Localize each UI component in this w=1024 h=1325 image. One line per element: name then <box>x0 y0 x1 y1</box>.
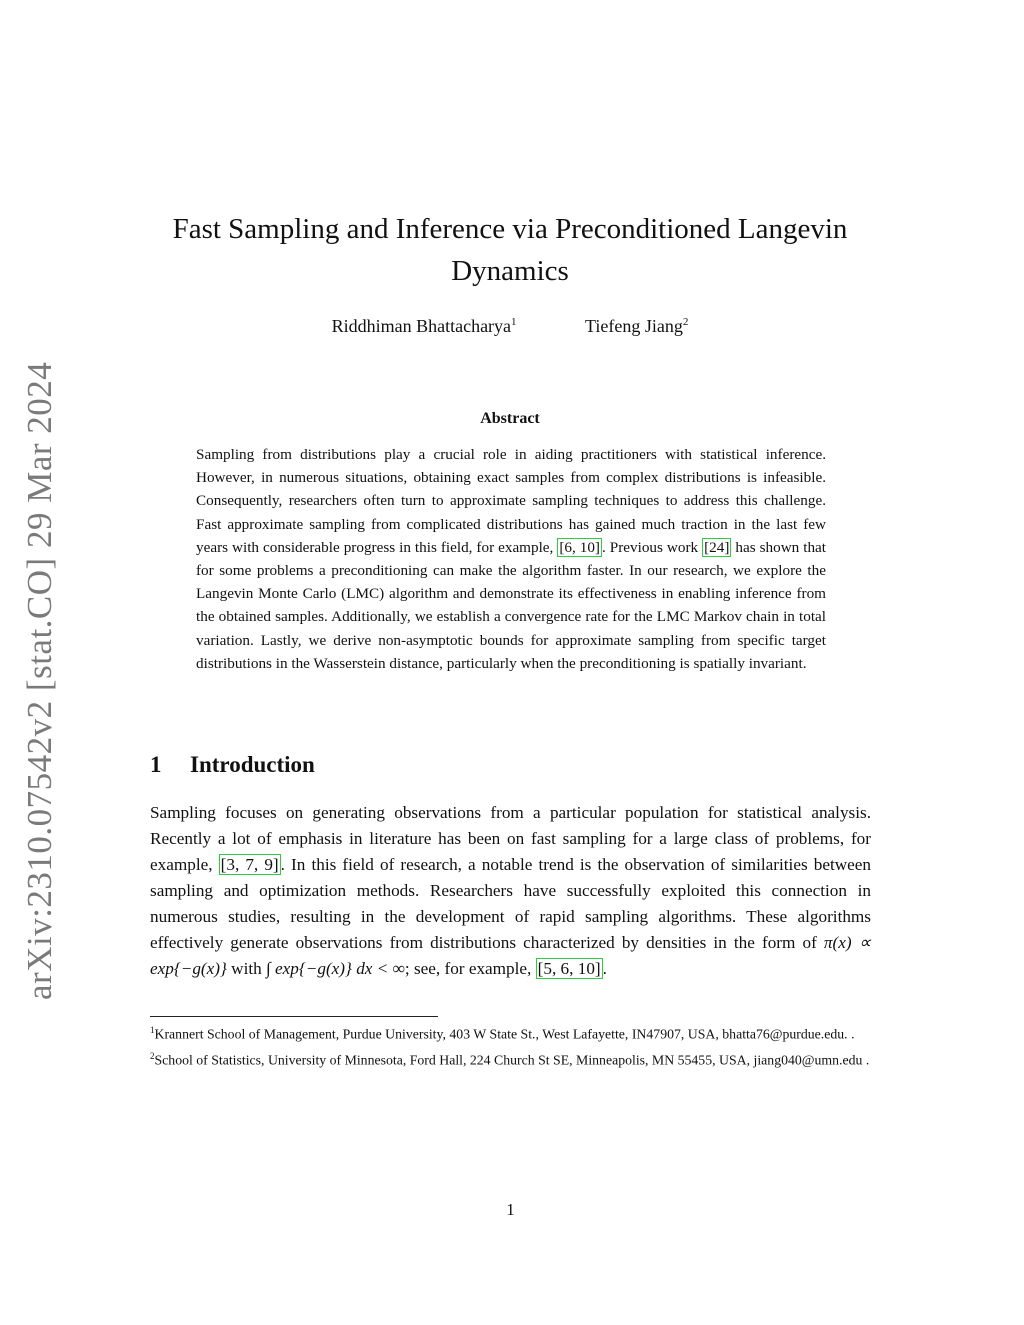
author-1-name: Riddhiman Bhattacharya <box>331 316 512 336</box>
intro-part-3: with <box>226 959 267 978</box>
author-2 <box>585 316 688 337</box>
citation-link[interactable]: [3, 7, 9] <box>220 855 279 874</box>
intro-part-5: . <box>602 959 607 978</box>
author-1-mark: 1 <box>511 316 517 328</box>
density-formula: π(x) ∝ exp{−g(x)} <box>150 933 871 978</box>
abstract-text <box>196 443 826 675</box>
intro-part-2: . In this field of research, a notable trend is the observation of similarities between sampling and optimization methods. Researchers have successfully exploited this connection in numerous studies, resulting in the development of rapid sampling algorithms. These algorithms effectively generate observations from distributions characterized by densities in the form of <box>150 855 872 952</box>
footnote-divider <box>150 1016 438 1017</box>
footnote-2-text: School of Statistics, University of Minnesota, Ford Hall, 224 Church St SE, Minneapolis, MN 55455, USA, jiang040@umn.edu . <box>154 1052 870 1068</box>
intro-part-1: Sampling focuses on generating observations from a particular population for statistical analysis. Recently a lot of emphasis in literature has been on fast sampling for a large class of problems, for example, <box>150 803 871 874</box>
citation-link[interactable]: [24] <box>704 538 730 556</box>
section-title: Introduction <box>190 752 315 777</box>
footnotes <box>150 1020 871 1071</box>
abstract-part-3: has shown that for some problems a preconditioning can make the algorithm faster. In our research, we explore the Langevin Monte Carlo (LMC) algorithm and demonstrate its effectiveness in enabling inference from the obtained samples. Additionally, we establish a convergence rate for the LMC Markov chain in total variation. Lastly, we derive non-asymptotic bounds for approximate sampling from specific target distributions in the Wasserstein distance, particularly when the preconditioning is spatially invariant. <box>196 538 826 672</box>
page-number: 1 <box>506 1200 515 1219</box>
author-1 <box>332 316 517 337</box>
introduction-paragraph <box>150 800 871 982</box>
author-2-name: Tiefeng Jiang <box>585 316 683 336</box>
abstract-part-1: Sampling from distributions play a crucial role in aiding practitioners with statistical inference. However, in numerous situations, obtaining exact samples from complex distributions is infeasible. Consequently, researchers often turn to approximate sampling techniques to address this challenge. Fast approximate sampling from complicated distributions has gained much traction in the last few years with considerable progress in this field, for example, <box>196 446 826 556</box>
author-list <box>150 316 870 337</box>
citation-link[interactable]: [5, 6, 10] <box>537 959 601 978</box>
arxiv-identifier-stamp: arXiv:2310.07542v2 [stat.CO] 29 Mar 2024 <box>20 361 59 1000</box>
section-heading <box>150 752 315 778</box>
citation-link[interactable]: [6, 10] <box>559 538 600 556</box>
footnote-1-mark: 1 <box>150 1025 155 1035</box>
footnote-2-mark: 2 <box>150 1050 155 1061</box>
intro-part-4: ; see, for example, <box>404 959 536 978</box>
footnote-1 <box>150 1020 871 1045</box>
abstract-heading: Abstract <box>480 410 540 427</box>
footnote-1-text: Krannert School of Management, Purdue University, 403 W State St., West Lafayette, IN47907, USA, bhatta76@purdue.edu. . <box>154 1026 855 1042</box>
footnote-2 <box>150 1046 871 1071</box>
author-2-mark: 2 <box>682 316 689 328</box>
paper-title: Fast Sampling and Inference via Preconditioned Langevin Dynamics <box>172 213 848 287</box>
abstract-part-2: . Previous work <box>602 538 703 556</box>
integral-condition-formula: ∫ exp{−g(x)} dx < ∞ <box>266 959 405 978</box>
section-number: 1 <box>150 752 162 777</box>
